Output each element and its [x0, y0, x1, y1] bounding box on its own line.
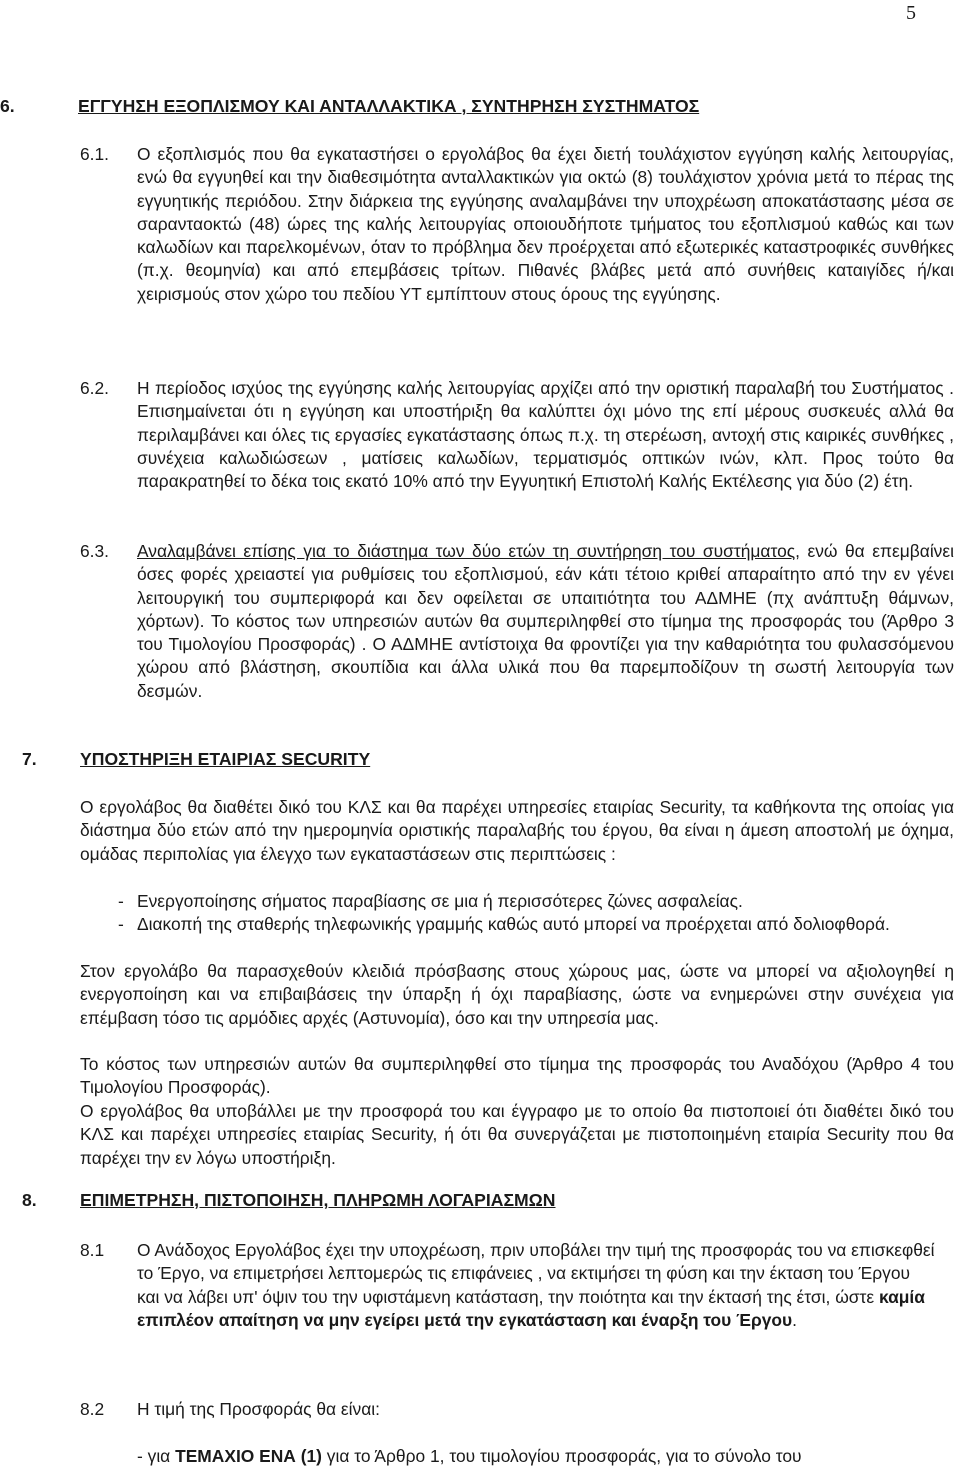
section-7-intro: Ο εργολάβος θα διαθέτει δικό του ΚΛΣ και θα παρέχει υπηρεσίες εταιρίας Security, τα καθήκοντα της οποίας για διάστημα δύο ετών από την ημερομηνία οριστικής παραλαβής του έργου, θα είναι η άμεση αποστολή με όχημα, ομάδας περιπολίας για έλεγχο των εγκαταστάσεων στις περιπτώσεις :: [80, 797, 954, 864]
paragraph-6-3: [137, 540, 954, 703]
section-8-title: ΕΠΙΜΕΤΡΗΣΗ, ΠΙΣΤΟΠΟΙΗΣΗ, ΠΛΗΡΩΜΗ ΛΟΓΑΡΙΑΣΜΩΝ: [80, 1190, 556, 1210]
paragraph-6-3-underlined: Αναλαμβάνει επίσης για το διάστημα των δύο ετών τη συντήρηση του συστήματος: [137, 541, 796, 561]
paragraph-8-1-end: .: [792, 1309, 797, 1330]
section-7-paragraph-2: Στον εργολάβο θα παρασχεθούν κλειδιά πρόσβασης στους χώρους μας, ώστε να μπορεί να αξιολογηθεί η ενεργοποίηση και να επιβαιβάσεις την ύπαρξη ή όχι παραβίασης, ώστε να ενημερώνει στην συνέχεια για επέμβαση τόσο τις αρμόδιες αρχές (Αστυνομία), όσο και την υπηρεσία μας.: [80, 961, 954, 1028]
paragraph-8-1-text: Ο Ανάδοχος Εργολάβος έχει την υποχρέωση, πριν υποβάλει την τιμή της προσφοράς του να επισκεφθεί το Έργο, να επιμετρήσει λεπτομερώς τις επιφάνειες , να εκτιμήσει τη φύση και την έκταση του Έργου και να λάβει υπ' όψιν του την υφιστάμενη κατάσταση, την ποιότητα και την έκτασή της έτσι, ώστε: [137, 1240, 935, 1307]
bullet-dash-1: -: [118, 891, 124, 911]
section-7-number: 7.: [22, 749, 37, 769]
section-7-paragraph-4: Ο εργολάβος θα υποβάλλει με την προσφορά του και έγγραφο με το οποίο θα πιστοποιεί ότι διαθέτει δικό του ΚΛΣ και παρέχει υπηρεσίες εταιρίας Security, ή ότι θα συνεργάζεται με πιστοποιημένη εταιρία Security που θα παρέχει την εν λόγω υποστήριξη.: [80, 1101, 954, 1168]
paragraph-6-3-rest: , ενώ θα επεμβαίνει όσες φορές χρειαστεί για ρυθμίσεις του εξοπλισμού, εάν κάτι τέτοιο κριθεί απαραίτητο από την εν γένει λειτουργική του συμπεριφορά και δεν οφείλεται σε υπαιτιότητα του ΑΔΜΗΕ (πχ ανάπτυξη θάμνων, χόρτων). Το κόστος των υπηρεσιών αυτών θα συμπεριληφθεί στο τίμημα της προσφοράς του (Άρθρο 3 του Τιμολογίου Προσφοράς) . Ο ΑΔΜΗΕ αντίστοιχα θα φροντίζει για την καθαριότητα του φυλασσόμενου χώρου από βλάστηση, σκουπίδια και άλλα υλικά που θα παρεμποδίζουν τη σωστή λειτουργία των δεσμών.: [137, 541, 954, 701]
bullet-item-2: Διακοπή της σταθερής τηλεφωνικής γραμμής καθώς αυτό μπορεί να προέρχεται από δολιοφθορά.: [137, 914, 890, 934]
paragraph-8-2-item: [137, 1445, 954, 1468]
paragraph-8-1-bold: καμία επιπλέον απαίτηση να μην εγείρει μετά την εγκατάσταση και έναρξη του Έργου: [137, 1286, 925, 1330]
paragraph-6-2: Η περίοδος ισχύος της εγγύησης καλής λειτουργίας αρχίζει από την οριστική παραλαβή του Συστήματος . Επισημαίνεται ότι η εγγύηση και υποστήριξη θα καλύπτει όχι μόνο της επί μέρους συσκευές αλλά θα περιλαμβάνει και όλες τις εργασίες εγκατάστασης όπως π.χ. τη στερέωση, αντοχή στις καιρικές συνθήκες , συνέχεια καλωδιώσεων , ματίσεις καλωδίων, τερματισμός οπτικών ινών, κλπ. Προς τούτο θα παρακρατηθεί το δέκα τοις εκατό 10% από την Εγγυητική Επιστολή Καλής Εκτέλεσης για δύο (2) έτη.: [137, 378, 954, 492]
section-7-title: ΥΠΟΣΤΗΡΙΞΗ ΕΤΑΙΡΙΑΣ SECURITY: [80, 749, 371, 769]
item-rest: για το Άρθρο 1, του τιμολογίου προσφοράς, για το σύνολο του: [321, 1446, 802, 1466]
paragraph-6-1: Ο εξοπλισμός που θα εγκαταστήσει ο εργολάβος θα έχει διετή τουλάχιστον εγγύηση καλής λειτουργίας, ενώ θα εγγυηθεί και την διαθεσιμότητα ανταλλακτικών για οκτώ (8) τουλάχιστον χρόνια μετά το πέρας της εγγυητικής περιόδου. Στην διάρκεια της εγγύησης αναλαμβάνει την υποχρέωση αποκατάστασης μέσα σε σαρανταοκτώ (48) ώρες της καλής λειτουργίας οποιουδήποτε τμήματος του εξοπλισμού καθώς και των καλωδίων και παρελκομένων, όταν το πρόβλημα δεν προέρχεται από εξωτερικές καταστροφικές συνθήκες (π.χ. θεομηνία) και από επεμβάσεις τρίτων. Πιθανές βλάβες μετά από συνήθεις καταιγίδες ή/και χειρισμούς στον χώρο του πεδίου ΥΤ εμπίπτουν στους όρους της εγγύησης.: [137, 144, 954, 304]
bullet-dash-2: -: [118, 914, 124, 934]
paragraph-6-2-number: 6.2.: [80, 378, 110, 398]
page-number: 5: [906, 2, 916, 24]
section-6-number: 6.: [0, 96, 15, 116]
paragraph-8-1: [137, 1239, 937, 1332]
paragraph-6-3-number: 6.3.: [80, 541, 110, 561]
bullet-item-1: Ενεργοποίησης σήματος παραβίασης σε μια ή περισσότερες ζώνες ασφαλείας.: [137, 891, 743, 911]
section-8-number: 8.: [22, 1190, 37, 1210]
paragraph-8-2-number: 8.2: [80, 1399, 105, 1419]
item-bold-2: (1): [300, 1446, 322, 1466]
paragraph-8-1-number: 8.1: [80, 1240, 105, 1260]
item-prefix: - για: [137, 1446, 176, 1466]
paragraph-6-1-number: 6.1.: [80, 144, 110, 164]
paragraph-8-2: Η τιμή της Προσφοράς θα είναι:: [137, 1399, 380, 1419]
item-bold-1: ΤΕΜΑΧΙΟ ΕΝΑ: [175, 1446, 296, 1466]
section-6-title: ΕΓΓΥΗΣΗ ΕΞΟΠΛΙΣΜΟΥ ΚΑΙ ΑΝΤΑΛΛΑΚΤΙΚΑ , ΣΥΝΤΗΡΗΣΗ ΣΥΣΤΗΜΑΤΟΣ: [78, 96, 700, 116]
section-7-paragraph-3: Το κόστος των υπηρεσιών αυτών θα συμπεριληφθεί στο τίμημα της προσφοράς του Αναδόχου (Άρθρο 4 του Τιμολογίου Προσφοράς).: [80, 1054, 954, 1098]
